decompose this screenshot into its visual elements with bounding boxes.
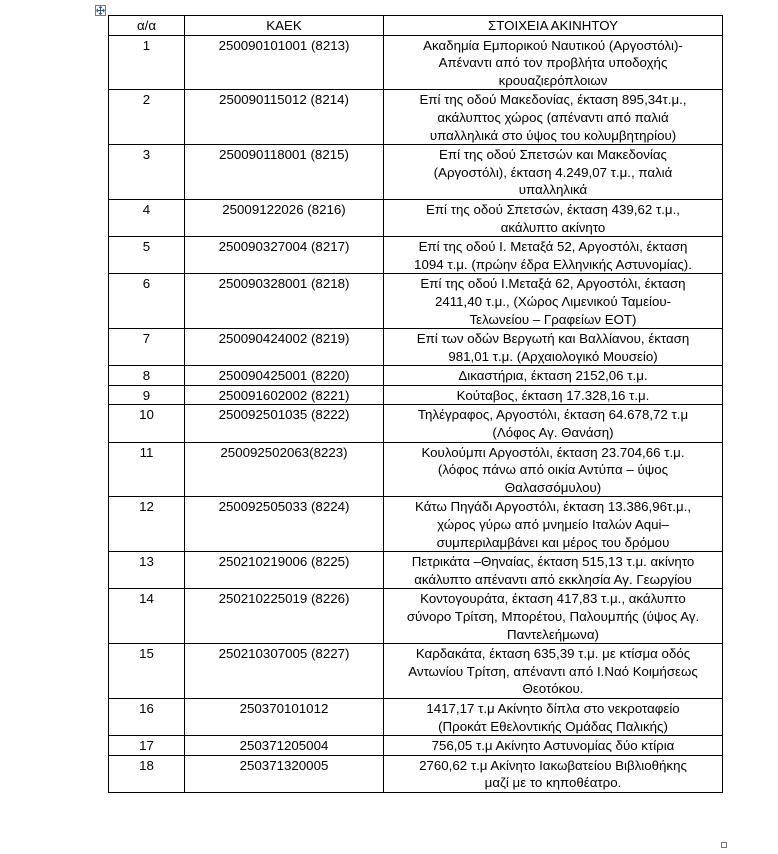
detail-line: κρουαζιερόπλοιων xyxy=(498,72,608,88)
detail-line: ακάλυπτο απέναντι από εκκλησία Αγ. Γεωργίου xyxy=(414,571,692,587)
row-kaek: 250371320005 xyxy=(185,755,384,792)
row-property-details xyxy=(384,199,723,236)
detail-line: ακάλυπτος χώρος (απέναντι από παλιά xyxy=(437,109,669,125)
row-number: 17 xyxy=(109,736,185,756)
table-row xyxy=(109,199,723,236)
detail-line: (Αργοστόλι), έκταση 4.249,07 τ.μ., παλιά xyxy=(433,164,673,180)
detail-line: ακάλυπτο ακίνητο xyxy=(500,219,606,235)
detail-line: 1094 τ.μ. (πρώην έδρα Ελληνικής Αστυνομίας). xyxy=(414,256,692,272)
header-kaek: ΚΑΕΚ xyxy=(185,16,384,36)
row-property-details xyxy=(384,329,723,366)
detail-line: Τηλέγραφος, Αργοστόλι, έκταση 64.678,72 τ.μ xyxy=(417,407,689,423)
detail-line: Θεοτόκου. xyxy=(522,681,584,697)
row-number: 2 xyxy=(109,90,185,145)
row-kaek: 250371205004 xyxy=(185,736,384,756)
row-property-details xyxy=(384,237,723,274)
table-row xyxy=(109,405,723,442)
detail-line: Επί της οδού Σπετσών και Μακεδονίας xyxy=(439,147,667,163)
row-kaek: 250091602002 (8221) xyxy=(185,385,384,405)
detail-line: Ακαδημία Εμπορικού Ναυτικού (Αργοστόλι)- xyxy=(423,37,683,53)
detail-line: μαζί με το κηποθέατρο. xyxy=(484,775,622,791)
table-row xyxy=(109,552,723,589)
row-kaek: 250090118001 (8215) xyxy=(185,145,384,200)
row-number: 1 xyxy=(109,35,185,90)
table-row xyxy=(109,237,723,274)
row-property-details xyxy=(384,366,723,386)
header-number: α/α xyxy=(109,16,185,36)
detail-line: Τελωνείου – Γραφείων ΕΟΤ) xyxy=(469,311,637,327)
detail-line: Απέναντι από τον προβλήτα υποδοχής xyxy=(438,55,668,71)
table-row xyxy=(109,442,723,497)
detail-line: Θαλασσόμυλου) xyxy=(504,479,602,495)
detail-line: Παντελεήμωνα) xyxy=(507,626,599,642)
detail-line: Επί των οδών Βεργωτή και Βαλλίανου, έκταση xyxy=(416,331,690,347)
row-property-details xyxy=(384,497,723,552)
row-kaek: 250210225019 (8226) xyxy=(185,589,384,644)
detail-line: (Προκάτ Εθελοντικής Ομάδας Παλικής) xyxy=(438,718,668,734)
row-number: 15 xyxy=(109,644,185,699)
table-row xyxy=(109,698,723,735)
row-kaek: 250370101012 xyxy=(185,698,384,735)
table-row xyxy=(109,644,723,699)
table-row xyxy=(109,736,723,756)
row-kaek: 250090425001 (8220) xyxy=(185,366,384,386)
row-number: 4 xyxy=(109,199,185,236)
row-property-details xyxy=(384,35,723,90)
row-kaek: 25009122026 (8216) xyxy=(185,199,384,236)
row-kaek: 250210307005 (8227) xyxy=(185,644,384,699)
row-kaek: 250092502063(8223) xyxy=(185,442,384,497)
detail-line: (λόφος πάνω από οικία Αντύπα – ύψος xyxy=(437,462,669,478)
row-number: 7 xyxy=(109,329,185,366)
row-property-details xyxy=(384,442,723,497)
table-row xyxy=(109,35,723,90)
table-body xyxy=(109,35,723,792)
table-row xyxy=(109,589,723,644)
table-row xyxy=(109,145,723,200)
detail-line: Πετρικάτα –Θηναίας, έκταση 515,13 τ.μ. ακίνητο xyxy=(411,554,695,570)
row-kaek: 250090101001 (8213) xyxy=(185,35,384,90)
detail-line: (Λόφος Αγ. Θανάση) xyxy=(492,425,614,441)
detail-line: Κουλούμπι Αργοστόλι, έκταση 23.704,66 τ.μ. xyxy=(421,444,685,460)
table-row xyxy=(109,366,723,386)
detail-line: χώρος γύρω από μνημείο Ιταλών Αqui– xyxy=(437,517,669,533)
row-property-details xyxy=(384,755,723,792)
detail-line: Αντωνίου Τρίτση, απέναντι από Ι.Ναό Κοιμήσεως xyxy=(408,663,698,679)
row-number: 8 xyxy=(109,366,185,386)
detail-line: 2760,62 τ.μ Ακίνητο Ιακωβατείου Βιβλιοθήκης xyxy=(419,757,687,773)
table-resize-handle[interactable] xyxy=(721,842,727,848)
detail-line: Καρδακάτα, έκταση 635,39 τ.μ. με κτίσμα οδός xyxy=(415,646,691,662)
table-row xyxy=(109,497,723,552)
row-number: 18 xyxy=(109,755,185,792)
row-kaek: 250090328001 (8218) xyxy=(185,274,384,329)
row-kaek: 250090424002 (8219) xyxy=(185,329,384,366)
detail-line: Κούταβος, έκταση 17.328,16 τ.μ. xyxy=(456,387,650,403)
detail-line: 981,01 τ.μ. (Αρχαιολογικό Μουσείο) xyxy=(448,348,658,364)
row-number: 13 xyxy=(109,552,185,589)
row-number: 12 xyxy=(109,497,185,552)
row-property-details xyxy=(384,405,723,442)
row-number: 3 xyxy=(109,145,185,200)
row-property-details xyxy=(384,644,723,699)
table-row xyxy=(109,385,723,405)
detail-line: Επί της οδού Ι.Μεταξά 62, Αργοστόλι, έκταση xyxy=(420,276,686,292)
detail-line: 2411,40 τ.μ., (Χώρος Λιμενικού Ταμείου- xyxy=(434,293,672,309)
row-property-details xyxy=(384,385,723,405)
detail-line: σύνορο Τρίτση, Μπορέτου, Παλουμπής (ύψος Αγ. xyxy=(406,609,700,624)
property-table xyxy=(108,15,723,793)
detail-line: υπαλληλικά στο ύψος του κολυμβητηρίου) xyxy=(429,127,677,143)
row-number: 9 xyxy=(109,385,185,405)
row-number: 16 xyxy=(109,698,185,735)
detail-line: συμπεριλαμβάνει και μέρος του δρόμου xyxy=(436,534,670,550)
row-kaek: 250092505033 (8224) xyxy=(185,497,384,552)
detail-line: 1417,17 τ.μ Ακίνητο δίπλα στο νεκροταφείο xyxy=(426,700,680,716)
row-property-details xyxy=(384,90,723,145)
table-row xyxy=(109,755,723,792)
detail-line: Επί της οδού Σπετσών, έκταση 439,62 τ.μ., xyxy=(426,201,680,217)
row-number: 10 xyxy=(109,405,185,442)
row-kaek: 250092501035 (8222) xyxy=(185,405,384,442)
row-kaek: 250090327004 (8217) xyxy=(185,237,384,274)
row-property-details xyxy=(384,145,723,200)
detail-line: Επί της οδού Μακεδονίας, έκταση 895,34τ.μ., xyxy=(419,92,687,108)
header-row xyxy=(109,16,723,36)
table-row xyxy=(109,90,723,145)
row-number: 11 xyxy=(109,442,185,497)
move-arrows-icon xyxy=(96,6,105,15)
table-row xyxy=(109,274,723,329)
row-property-details xyxy=(384,274,723,329)
row-property-details xyxy=(384,698,723,735)
detail-line: Δικαστήρια, έκταση 2152,06 τ.μ. xyxy=(458,368,648,384)
row-property-details xyxy=(384,736,723,756)
row-property-details xyxy=(384,589,723,644)
row-number: 14 xyxy=(109,589,185,644)
detail-line: υπαλληλικά xyxy=(518,182,588,198)
detail-line: 756,05 τ.μ Ακίνητο Αστυνομίας δύο κτίρια xyxy=(431,738,675,754)
table-row xyxy=(109,329,723,366)
table-move-handle[interactable] xyxy=(95,5,106,16)
row-number: 5 xyxy=(109,237,185,274)
header-property-details: ΣΤΟΙΧΕΙΑ ΑΚΙΝΗΤΟΥ xyxy=(384,16,723,36)
row-number: 6 xyxy=(109,274,185,329)
row-kaek: 250210219006 (8225) xyxy=(185,552,384,589)
row-kaek: 250090115012 (8214) xyxy=(185,90,384,145)
detail-line: Επί της οδού Ι. Μεταξά 52, Αργοστόλι, έκταση xyxy=(418,239,688,255)
detail-line: Κάτω Πηγάδι Αργοστόλι, έκταση 13.386,96τ.μ., xyxy=(414,499,692,515)
row-property-details xyxy=(384,552,723,589)
detail-line: Κοντογουράτα, έκταση 417,83 τ.μ., ακάλυπτο xyxy=(420,591,686,607)
